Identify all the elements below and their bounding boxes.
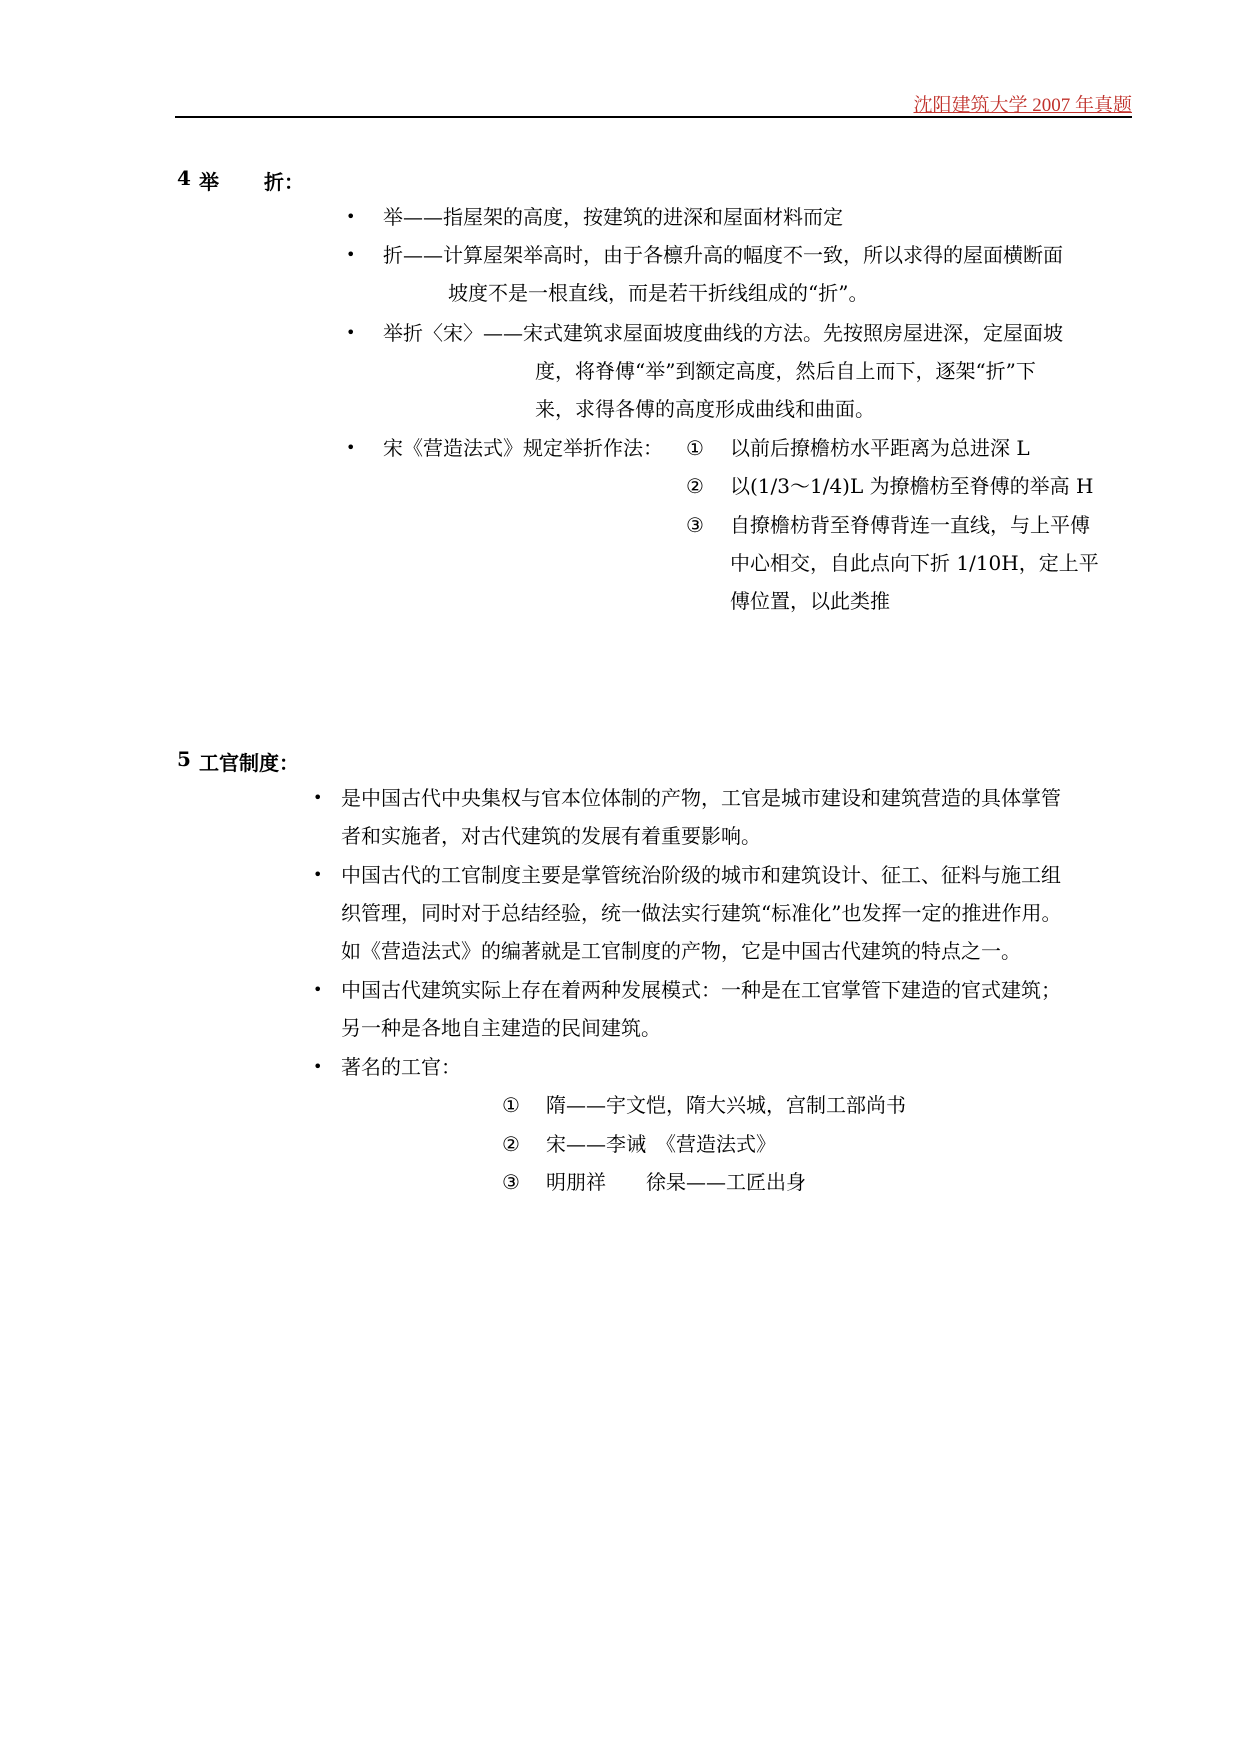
section-4-title-part2: 折：	[264, 170, 304, 194]
s4-step2-line1: 以(1/3～1/4)L 为撩檐枋至脊傅的举高 H	[730, 474, 1094, 498]
s4-step1-line1: 以前后撩檐枋水平距离为总进深 L	[730, 436, 1030, 460]
s4-item3-line3: 来，求得各傅的高度形成曲线和曲面。	[535, 397, 875, 421]
s4-step3-line1: 自撩檐枋背至脊傅背连一直线，与上平傅	[730, 513, 1090, 537]
s4-step3-line2: 中心相交，自此点向下折 1/10H，定上平	[730, 551, 1099, 575]
s4-step2-mark: ②	[686, 474, 704, 498]
section-4-title-part1: 举	[199, 170, 219, 194]
official-1-mark: ①	[502, 1093, 520, 1117]
section-4-number: 4	[177, 166, 191, 190]
bullet-icon: •	[346, 323, 356, 342]
official-2-mark: ②	[502, 1132, 520, 1156]
s5-item2-line2: 织管理，同时对于总结经验，统一做法实行建筑“标准化”也发挥一定的推进作用。	[341, 901, 1062, 925]
page-header	[175, 86, 1132, 118]
s5-item2-line1: 中国古代的工官制度主要是掌管统治阶级的城市和建筑设计、征工、征料与施工组	[341, 863, 1061, 887]
s5-item1-line2: 者和实施者，对古代建筑的发展有着重要影响。	[341, 824, 761, 848]
bullet-icon: •	[313, 865, 323, 884]
s4-item2-line1: 折——计算屋架举高时，由于各檩升高的幅度不一致，所以求得的屋面横断面	[383, 243, 1063, 267]
s5-item3-line2: 另一种是各地自主建造的民间建筑。	[341, 1016, 661, 1040]
bullet-icon: •	[346, 245, 356, 264]
s4-item3-line1: 举折〈宋〉——宋式建筑求屋面坡度曲线的方法。先按照房屋进深，定屋面坡	[383, 321, 1063, 345]
s4-step3-mark: ③	[686, 513, 704, 537]
bullet-icon: •	[313, 1057, 323, 1076]
section-5-title: 工官制度：	[199, 751, 299, 775]
s5-item1-line1: 是中国古代中央集权与官本位体制的产物，工官是城市建设和建筑营造的具体掌管	[341, 786, 1061, 810]
s4-step3-line3: 傅位置，以此类推	[730, 589, 890, 613]
bullet-icon: •	[313, 980, 323, 999]
official-3-mark: ③	[502, 1170, 520, 1194]
s5-item3-line1: 中国古代建筑实际上存在着两种发展模式：一种是在工官掌管下建造的官式建筑；	[341, 978, 1061, 1002]
s4-item1-line1: 举——指屋架的高度，按建筑的进深和屋面材料而定	[383, 205, 843, 229]
bullet-icon: •	[346, 207, 356, 226]
official-1-text: 隋——宇文恺，隋大兴城，宫制工部尚书	[546, 1093, 906, 1117]
s5-item4-line1: 著名的工官：	[341, 1055, 461, 1079]
section-5-number: 5	[177, 747, 191, 771]
bullet-icon: •	[346, 438, 356, 457]
s4-item3-line2: 度，将脊傅“举”到额定高度，然后自上而下，逐架“折”下	[535, 359, 1036, 383]
s5-item2-line3: 如《营造法式》的编著就是工官制度的产物，它是中国古代建筑的特点之一。	[341, 939, 1021, 963]
bullet-icon: •	[313, 788, 323, 807]
s4-step1-mark: ①	[686, 436, 704, 460]
header-title: 沈阳建筑大学 2007 年真题	[913, 95, 1132, 116]
official-3-text: 明朋祥 徐杲——工匠出身	[546, 1170, 806, 1194]
s4-item2-line2: 坡度不是一根直线，而是若干折线组成的“折”。	[448, 281, 869, 305]
official-2-text: 宋——李诫 《营造法式》	[546, 1132, 776, 1156]
s4-item4-line1: 宋《营造法式》规定举折作法：	[383, 436, 663, 460]
